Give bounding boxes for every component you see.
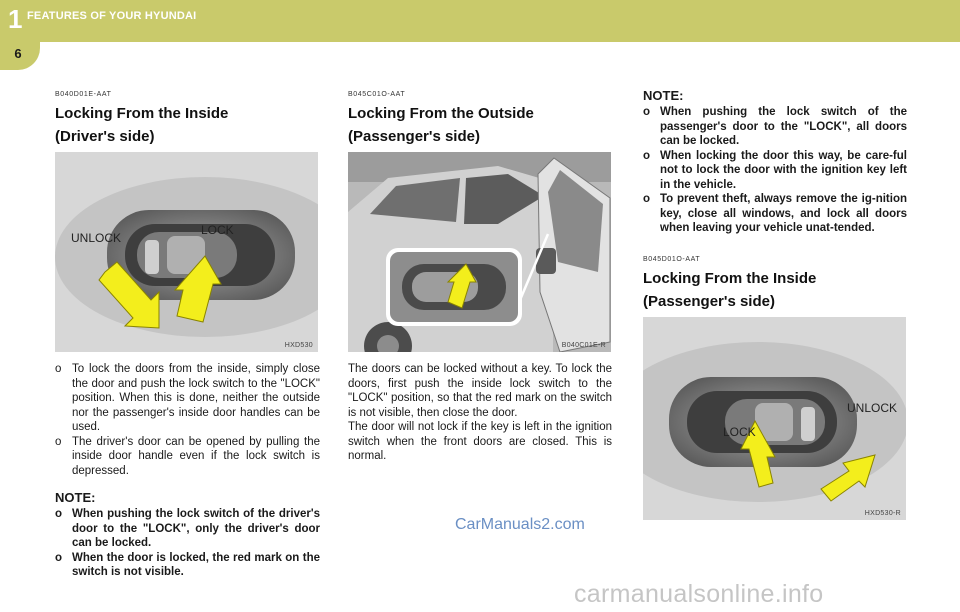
bullet-marker: o bbox=[55, 435, 62, 448]
section-code: B045C01O-AAT bbox=[348, 91, 406, 98]
lock-label: LOCK bbox=[723, 424, 756, 439]
middle-column bbox=[348, 91, 612, 464]
figure-code: HXD530-R bbox=[864, 509, 901, 517]
list-item: o To prevent theft, always remove the ig-nition key, close all windows, and lock all doors when leaving your vehicle unat-tended. bbox=[643, 193, 907, 234]
section-heading-line1: Locking From the Inside bbox=[643, 269, 817, 287]
watermark-carmanualsonline: carmanualsonline.info bbox=[574, 580, 824, 608]
bullet-marker: o bbox=[55, 551, 63, 564]
section-heading-line2: (Passenger's side) bbox=[643, 292, 775, 310]
list-item: o When pushing the lock switch of the driver's door to the "LOCK", only the driver's door can be locked. bbox=[55, 508, 320, 549]
section-code: B040D01E-AAT bbox=[55, 91, 112, 98]
middle-paragraph-1: The doors can be locked without a key. To lock the doors, first push the inside lock switch to the "LOCK" position, so that the red mark on the switch is not visible, then close the door. bbox=[348, 363, 612, 419]
left-instructions bbox=[55, 362, 320, 478]
bullet-marker: o bbox=[643, 149, 651, 162]
lock-label: LOCK bbox=[201, 223, 234, 237]
note-list bbox=[643, 105, 907, 236]
figure-code: HXD530 bbox=[284, 342, 313, 349]
bullet-marker: o bbox=[55, 508, 63, 520]
chapter-number: 1 bbox=[8, 4, 23, 34]
right-column bbox=[643, 88, 907, 520]
list-item: o When the door is locked, the red mark on the switch is not visible. bbox=[55, 551, 320, 578]
note-list bbox=[55, 507, 320, 580]
door-handle-illustration bbox=[55, 152, 318, 352]
section-heading-line2: (Driver's side) bbox=[55, 128, 155, 145]
section-heading-line2: (Passenger's side) bbox=[348, 128, 480, 145]
watermark-carmanuals2: CarManuals2.com bbox=[455, 516, 585, 533]
chapter-title: FEATURES OF YOUR HYUNDAI bbox=[27, 10, 197, 22]
bullet-marker: o bbox=[55, 363, 62, 375]
driver-door-figure bbox=[55, 152, 318, 352]
bullet-marker: o bbox=[643, 193, 651, 205]
section-heading-line1: Locking From the Inside bbox=[55, 105, 229, 122]
note-title: NOTE: bbox=[643, 88, 684, 103]
list-item: o To lock the doors from the inside, simply close the door and push the lock switch to the "LOCK" position. When this is done, neither the outside nor the passenger's inside door handles can be used. bbox=[55, 363, 320, 433]
list-item: o The driver's door can be opened by pulling the inside door handle even if the lock switch is depressed. bbox=[55, 435, 320, 477]
figure-code: B040C01E-R bbox=[561, 342, 606, 349]
section-heading-line1: Locking From the Outside bbox=[348, 105, 534, 122]
car-door-illustration bbox=[348, 152, 611, 352]
list-item: o When pushing the lock switch of the passenger's door to the "LOCK", all doors can be locked. bbox=[643, 106, 907, 147]
chapter-banner bbox=[0, 0, 960, 42]
middle-paragraph-2: The door will not lock if the key is left in the ignition switch when the front doors are closed. This is normal. bbox=[348, 421, 612, 462]
section-code: B045D01O-AAT bbox=[643, 255, 701, 263]
door-handle-illustration bbox=[643, 317, 906, 520]
passenger-door-figure bbox=[348, 152, 611, 352]
unlock-label: UNLOCK bbox=[847, 400, 898, 415]
bullet-marker: o bbox=[643, 106, 651, 118]
left-column bbox=[55, 91, 320, 580]
unlock-label: UNLOCK bbox=[71, 231, 122, 245]
note-title: NOTE: bbox=[55, 490, 96, 505]
list-item: o When locking the door this way, be care-ful not to lock the door with the ignition key left in the vehicle. bbox=[643, 149, 907, 191]
page-number: 6 bbox=[14, 46, 22, 61]
passenger-inside-figure bbox=[643, 317, 906, 520]
